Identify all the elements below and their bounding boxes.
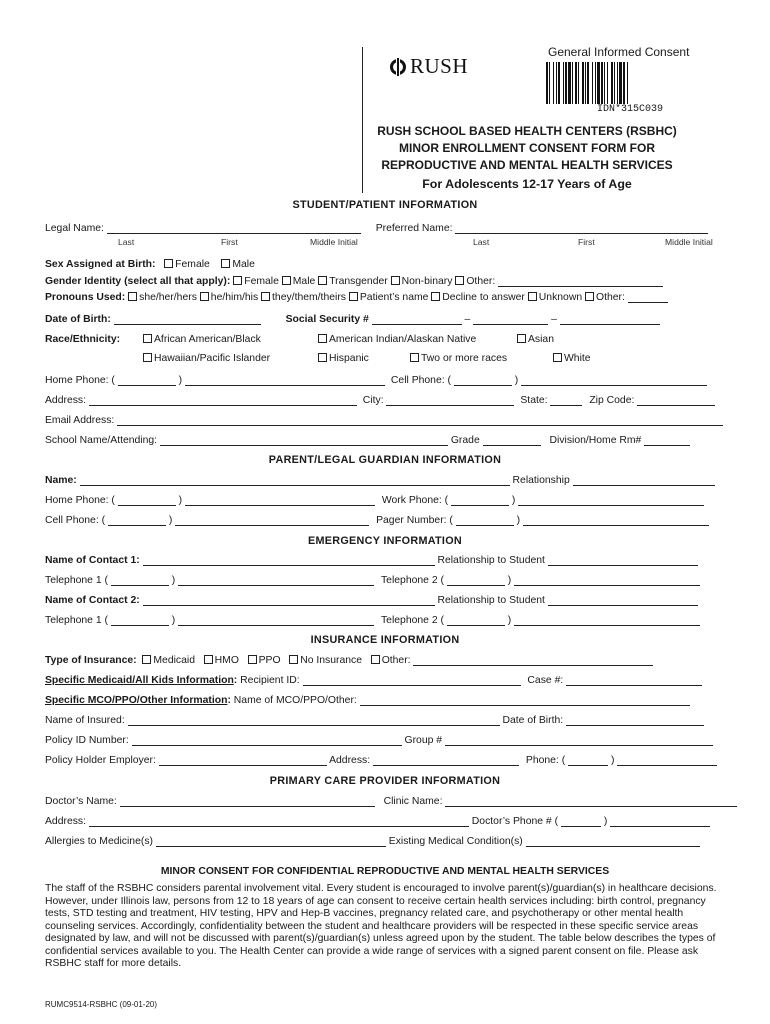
email-label: Email Address: bbox=[45, 415, 115, 426]
preferred-name-label: Preferred Name: bbox=[375, 223, 453, 234]
group-label: Group # bbox=[404, 735, 443, 746]
legal-name-label: Legal Name: bbox=[45, 223, 104, 234]
contact1-tel2-label: Telephone 2 ( bbox=[380, 575, 444, 586]
pronoun-she-label: she/her/hers bbox=[139, 292, 197, 303]
gender-male-checkbox[interactable] bbox=[282, 276, 291, 285]
guardian-name-row bbox=[45, 475, 725, 486]
doctor-field[interactable] bbox=[120, 796, 375, 807]
ssn-field-3[interactable] bbox=[560, 314, 660, 325]
ssn-field-2[interactable] bbox=[473, 314, 548, 325]
race-multi-label: Two or more races bbox=[421, 353, 508, 364]
division-label: Division/Home Rm# bbox=[549, 435, 642, 446]
guardian-cell-area[interactable] bbox=[108, 515, 166, 526]
race-multi-checkbox[interactable] bbox=[410, 353, 419, 362]
section-guardian: PARENT/LEGAL GUARDIAN INFORMATION bbox=[268, 454, 502, 466]
home-phone-area[interactable] bbox=[118, 375, 176, 386]
pronoun-they-label: they/them/theirs bbox=[272, 292, 346, 303]
address-label: Address: bbox=[45, 395, 87, 406]
mco-name-field[interactable] bbox=[360, 695, 690, 706]
contact2-tel1-field[interactable] bbox=[178, 615, 374, 626]
doctor-label: Doctor’s Name: bbox=[45, 796, 117, 807]
contact2-label: Name of Contact 2: bbox=[45, 595, 140, 606]
grade-label: Grade bbox=[450, 435, 480, 446]
gender-row bbox=[45, 276, 725, 287]
form-type: General Informed Consent bbox=[548, 45, 690, 59]
race-native-checkbox[interactable] bbox=[318, 334, 327, 343]
policy-id-field[interactable] bbox=[132, 735, 402, 746]
guardian-work-phone-area[interactable] bbox=[451, 495, 509, 506]
zip-field[interactable] bbox=[637, 395, 715, 406]
conditions-field[interactable] bbox=[526, 836, 700, 847]
gender-transgender-label: Transgender bbox=[329, 276, 388, 287]
division-field[interactable] bbox=[644, 435, 690, 446]
case-field[interactable] bbox=[566, 675, 702, 686]
pronoun-decline-checkbox[interactable] bbox=[431, 292, 440, 301]
section-student: STUDENT/PATIENT INFORMATION bbox=[292, 199, 478, 211]
sex-male-label: Male bbox=[232, 259, 255, 270]
contact2-phone-row: Telephone 1 ( ) Telephone 2 ( ) bbox=[45, 615, 725, 626]
gender-female-checkbox[interactable] bbox=[233, 276, 242, 285]
contact1-tel1-field[interactable] bbox=[178, 575, 374, 586]
ins-hmo-label: HMO bbox=[214, 655, 239, 666]
rush-logo-icon bbox=[390, 59, 406, 75]
pronoun-other-checkbox[interactable] bbox=[585, 292, 594, 301]
pref-first-sublabel: First bbox=[578, 237, 595, 247]
sex-label: Sex Assigned at Birth: bbox=[45, 259, 156, 270]
pref-last-sublabel: Last bbox=[473, 237, 490, 247]
ins-ppo-checkbox[interactable] bbox=[248, 655, 257, 664]
cell-phone-area[interactable] bbox=[454, 375, 512, 386]
contact1-phone-row: Telephone 1 ( ) Telephone 2 ( ) bbox=[45, 575, 725, 586]
guardian-name-label: Name: bbox=[45, 475, 77, 486]
dob-row: Date of Birth: Social Security # – – bbox=[45, 314, 725, 325]
guardian-home-phone-area[interactable] bbox=[118, 495, 176, 506]
gender-male-label: Male bbox=[292, 276, 316, 287]
race-label: Race/Ethnicity: bbox=[45, 334, 121, 345]
race-pacific-checkbox[interactable] bbox=[143, 353, 152, 362]
conditions-label: Existing Medical Condition(s) bbox=[388, 836, 523, 847]
gender-female-label: Female bbox=[244, 276, 279, 287]
pronoun-patientname-checkbox[interactable] bbox=[349, 292, 358, 301]
title-line-2: MINOR ENROLLMENT CONSENT FORM FOR bbox=[399, 141, 655, 155]
contact1-tel2-area[interactable] bbox=[447, 575, 505, 586]
gender-other-checkbox[interactable] bbox=[455, 276, 464, 285]
pcp-address-field[interactable] bbox=[89, 816, 469, 827]
pcp-address-label: Address: bbox=[45, 816, 87, 827]
rush-logo bbox=[390, 54, 468, 79]
contact1-field[interactable] bbox=[143, 555, 435, 566]
middle-sublabel: Middle Initial bbox=[310, 237, 358, 247]
pronoun-he-label: he/him/his bbox=[210, 292, 259, 303]
pcp-address-row: Address: Doctor’s Phone # ( ) bbox=[45, 816, 725, 827]
ins-other-field[interactable] bbox=[413, 655, 653, 666]
section-consent: MINOR CONSENT FOR CONFIDENTIAL REPRODUCTIVE AND MENTAL HEALTH SERVICES bbox=[160, 866, 610, 877]
clinic-field[interactable] bbox=[445, 796, 737, 807]
sex-female-label: Female bbox=[175, 259, 210, 270]
contact1-tel2-field[interactable] bbox=[514, 575, 700, 586]
state-field[interactable] bbox=[550, 395, 582, 406]
employer-label: Policy Holder Employer: bbox=[45, 755, 156, 766]
sex-male-checkbox[interactable] bbox=[221, 259, 230, 268]
barcode bbox=[546, 62, 722, 104]
insured-field[interactable] bbox=[128, 715, 500, 726]
legal-name-row bbox=[45, 223, 725, 234]
doctor-phone-area[interactable] bbox=[561, 816, 601, 827]
pronoun-other-field[interactable] bbox=[628, 292, 668, 303]
guardian-relationship-field[interactable] bbox=[573, 475, 715, 486]
pronoun-unknown-checkbox[interactable] bbox=[528, 292, 537, 301]
race-black-checkbox[interactable] bbox=[143, 334, 152, 343]
allergies-label: Allergies to Medicine(s) bbox=[45, 836, 153, 847]
insured-row bbox=[45, 715, 725, 726]
contact2-tel2-field[interactable] bbox=[514, 615, 700, 626]
grade-field[interactable] bbox=[483, 435, 541, 446]
ins-medicaid-label: Medicaid bbox=[153, 655, 195, 666]
home-phone-field[interactable] bbox=[185, 375, 385, 386]
last-sublabel: Last bbox=[118, 237, 135, 247]
consent-paragraph: The staff of the RSBHC considers parental involvement vital. Every student is encouraged to involve parent(s)/guardian(s) in healthcare decisions. However, under Illinois law, persons from 12 to 18 years of age can consent to receive certain health services including: birth control, pregnancy tests, STD testing and treatment, HIV testing, HPV and Hep-B vaccines, pregnancy related care, and psychotherapy or other mental health counseling services. Accordingly, confidentiality between the student and healthcare providers will be respected in these specific service areas designated by law, and will not be discussed with parent(s)/guardian(s) unless agreed upon by the student. The table below describes the types of confidential services available to you. The Health Center can provide a wide range of services with a signed parent consent on file. Please ask RSBHC staff for more details. bbox=[45, 883, 717, 969]
employer-phone-area[interactable] bbox=[568, 755, 608, 766]
title-line-1: RUSH SCHOOL BASED HEALTH CENTERS (RSBHC) bbox=[377, 124, 677, 138]
sex-row bbox=[45, 259, 725, 270]
case-label: Case #: bbox=[527, 675, 564, 686]
idn-number: IDN*315C039 bbox=[597, 104, 664, 115]
contact2-tel2-area[interactable] bbox=[447, 615, 505, 626]
form-code: RUMC9514-RSBHC (09-01-20) bbox=[45, 1000, 158, 1009]
race-white-checkbox[interactable] bbox=[553, 353, 562, 362]
race-row-1 bbox=[45, 334, 725, 345]
race-white-label: White bbox=[564, 353, 591, 364]
insurance-type-row bbox=[45, 655, 725, 666]
guardian-pager-label: Pager Number: ( bbox=[376, 515, 453, 526]
ins-other-checkbox[interactable] bbox=[371, 655, 380, 664]
insured-dob-field[interactable] bbox=[566, 715, 704, 726]
gender-transgender-checkbox[interactable] bbox=[318, 276, 327, 285]
insurance-type-label: Type of Insurance: bbox=[45, 655, 137, 666]
title-line-3: REPRODUCTIVE AND MENTAL HEALTH SERVICES bbox=[381, 158, 673, 172]
guardian-home-phone-label: Home Phone: ( bbox=[45, 495, 115, 506]
school-row bbox=[45, 435, 725, 446]
gender-other-label: Other: bbox=[466, 276, 496, 287]
contact2-field[interactable] bbox=[143, 595, 435, 606]
school-label: School Name/Attending: bbox=[45, 435, 158, 446]
first-sublabel: First bbox=[221, 237, 238, 247]
group-field[interactable] bbox=[445, 735, 713, 746]
race-black-label: African American/Black bbox=[154, 334, 261, 345]
guardian-cell-row: Cell Phone: ( ) Pager Number: ( ) bbox=[45, 515, 725, 526]
address-row bbox=[45, 395, 725, 406]
allergies-row bbox=[45, 836, 725, 847]
contact1-row bbox=[45, 555, 725, 566]
allergies-field[interactable] bbox=[156, 836, 386, 847]
contact2-tel2-label: Telephone 2 ( bbox=[380, 615, 444, 626]
contact1-tel1-area[interactable] bbox=[111, 575, 169, 586]
form-title bbox=[362, 123, 692, 193]
contact2-tel1-area[interactable] bbox=[111, 615, 169, 626]
ssn-label: Social Security # bbox=[285, 314, 369, 325]
guardian-work-phone-field[interactable] bbox=[518, 495, 704, 506]
clinic-label: Clinic Name: bbox=[383, 796, 443, 807]
pronoun-patientname-label: Patient’s name bbox=[359, 292, 429, 303]
logo-text: RUSH bbox=[410, 54, 469, 78]
mco-row: Specific MCO/PPO/Other Information: Name of MCO/PPO/Other: bbox=[45, 695, 725, 706]
pronoun-unknown-label: Unknown bbox=[538, 292, 583, 303]
gender-other-field[interactable] bbox=[498, 276, 663, 287]
pronoun-other-label: Other: bbox=[596, 292, 625, 303]
pronoun-label: Pronouns Used: bbox=[45, 292, 126, 303]
insured-dob-label: Date of Birth: bbox=[502, 715, 564, 726]
guardian-work-phone-label: Work Phone: ( bbox=[381, 495, 449, 506]
pronoun-row bbox=[45, 292, 725, 303]
employer-address-label: Address: bbox=[329, 755, 371, 766]
address-field[interactable] bbox=[89, 395, 357, 406]
guardian-name-field[interactable] bbox=[80, 475, 510, 486]
preferred-name-field[interactable] bbox=[455, 223, 708, 234]
state-label: State: bbox=[520, 395, 548, 406]
doctor-phone-field[interactable] bbox=[610, 816, 710, 827]
contact2-row bbox=[45, 595, 725, 606]
guardian-pager-area[interactable] bbox=[456, 515, 514, 526]
guardian-phone-row: Home Phone: ( ) Work Phone: ( ) bbox=[45, 495, 725, 506]
dob-label: Date of Birth: bbox=[45, 314, 111, 325]
mco-name-label: Name of MCO/PPO/Other: bbox=[233, 695, 357, 706]
employer-address-field[interactable] bbox=[373, 755, 519, 766]
zip-label: Zip Code: bbox=[589, 395, 635, 406]
guardian-home-phone-field[interactable] bbox=[185, 495, 375, 506]
student-phone-row: Home Phone: ( ) Cell Phone: ( ) bbox=[45, 375, 725, 386]
pronoun-he-checkbox[interactable] bbox=[200, 292, 209, 301]
ins-ppo-label: PPO bbox=[258, 655, 281, 666]
employer-row: Policy Holder Employer: Address: Phone: ( ) bbox=[45, 755, 725, 766]
sex-female-checkbox[interactable] bbox=[164, 259, 173, 268]
insured-label: Name of Insured: bbox=[45, 715, 125, 726]
doctor-row bbox=[45, 796, 725, 807]
cell-phone-label: Cell Phone: ( bbox=[390, 375, 451, 386]
ins-hmo-checkbox[interactable] bbox=[204, 655, 213, 664]
gender-nonbinary-label: Non-binary bbox=[401, 276, 453, 287]
cell-phone-field[interactable] bbox=[521, 375, 707, 386]
city-label: City: bbox=[362, 395, 384, 406]
race-native-label: American Indian/Alaskan Native bbox=[329, 334, 477, 345]
employer-phone-label: Phone: ( bbox=[525, 755, 566, 766]
guardian-pager-field[interactable] bbox=[523, 515, 709, 526]
race-pacific-label: Hawaiian/Pacific Islander bbox=[154, 353, 271, 364]
section-insurance: INSURANCE INFORMATION bbox=[310, 634, 460, 646]
race-asian-label: Asian bbox=[528, 334, 554, 345]
contact2-tel1-label: Telephone 1 ( bbox=[45, 615, 108, 626]
contact2-relationship-label: Relationship to Student bbox=[437, 595, 545, 606]
race-hispanic-label: Hispanic bbox=[329, 353, 369, 364]
race-hispanic-checkbox[interactable] bbox=[318, 353, 327, 362]
pronoun-they-checkbox[interactable] bbox=[261, 292, 270, 301]
home-phone-label: Home Phone: ( bbox=[45, 375, 115, 386]
dob-field[interactable] bbox=[114, 314, 261, 325]
recipient-field[interactable] bbox=[303, 675, 521, 686]
gender-nonbinary-checkbox[interactable] bbox=[391, 276, 400, 285]
pref-middle-sublabel: Middle Initial bbox=[665, 237, 713, 247]
ins-other-label: Other: bbox=[381, 655, 411, 666]
school-field[interactable] bbox=[160, 435, 448, 446]
guardian-cell-field[interactable] bbox=[175, 515, 369, 526]
contact1-label: Name of Contact 1: bbox=[45, 555, 140, 566]
recipient-label: Recipient ID: bbox=[240, 675, 300, 686]
ins-none-checkbox[interactable] bbox=[289, 655, 298, 664]
employer-phone-field[interactable] bbox=[617, 755, 717, 766]
contact1-relationship-label: Relationship to Student bbox=[437, 555, 545, 566]
section-emergency: EMERGENCY INFORMATION bbox=[307, 535, 463, 547]
legal-name-field[interactable] bbox=[107, 223, 361, 234]
mco-label: Specific MCO/PPO/Other Information bbox=[45, 695, 228, 706]
ins-none-label: No Insurance bbox=[300, 655, 363, 666]
guardian-cell-label: Cell Phone: ( bbox=[45, 515, 106, 526]
barcode-bar bbox=[628, 62, 629, 104]
gender-label: Gender Identity (select all that apply): bbox=[45, 276, 231, 287]
ssn-field-1[interactable] bbox=[372, 314, 462, 325]
medicaid-row: Specific Medicaid/All Kids Information: Recipient ID: Case #: bbox=[45, 675, 725, 686]
contact2-relationship-field[interactable] bbox=[548, 595, 698, 606]
email-row bbox=[45, 415, 725, 426]
guardian-relationship-label: Relationship bbox=[512, 475, 570, 486]
policy-id-label: Policy ID Number: bbox=[45, 735, 129, 746]
doctor-phone-label: Doctor’s Phone # ( bbox=[471, 816, 559, 827]
ins-medicaid-checkbox[interactable] bbox=[142, 655, 151, 664]
policy-row bbox=[45, 735, 725, 746]
pronoun-decline-label: Decline to answer bbox=[442, 292, 525, 303]
section-pcp: PRIMARY CARE PROVIDER INFORMATION bbox=[269, 775, 501, 787]
race-asian-checkbox[interactable] bbox=[517, 334, 526, 343]
contact1-relationship-field[interactable] bbox=[548, 555, 698, 566]
employer-field[interactable] bbox=[159, 755, 327, 766]
email-field[interactable] bbox=[117, 415, 723, 426]
contact1-tel1-label: Telephone 1 ( bbox=[45, 575, 108, 586]
pronoun-she-checkbox[interactable] bbox=[128, 292, 137, 301]
city-field[interactable] bbox=[386, 395, 514, 406]
medicaid-label: Specific Medicaid/All Kids Information bbox=[45, 675, 234, 686]
form-subtitle: For Adolescents 12-17 Years of Age bbox=[422, 177, 632, 191]
